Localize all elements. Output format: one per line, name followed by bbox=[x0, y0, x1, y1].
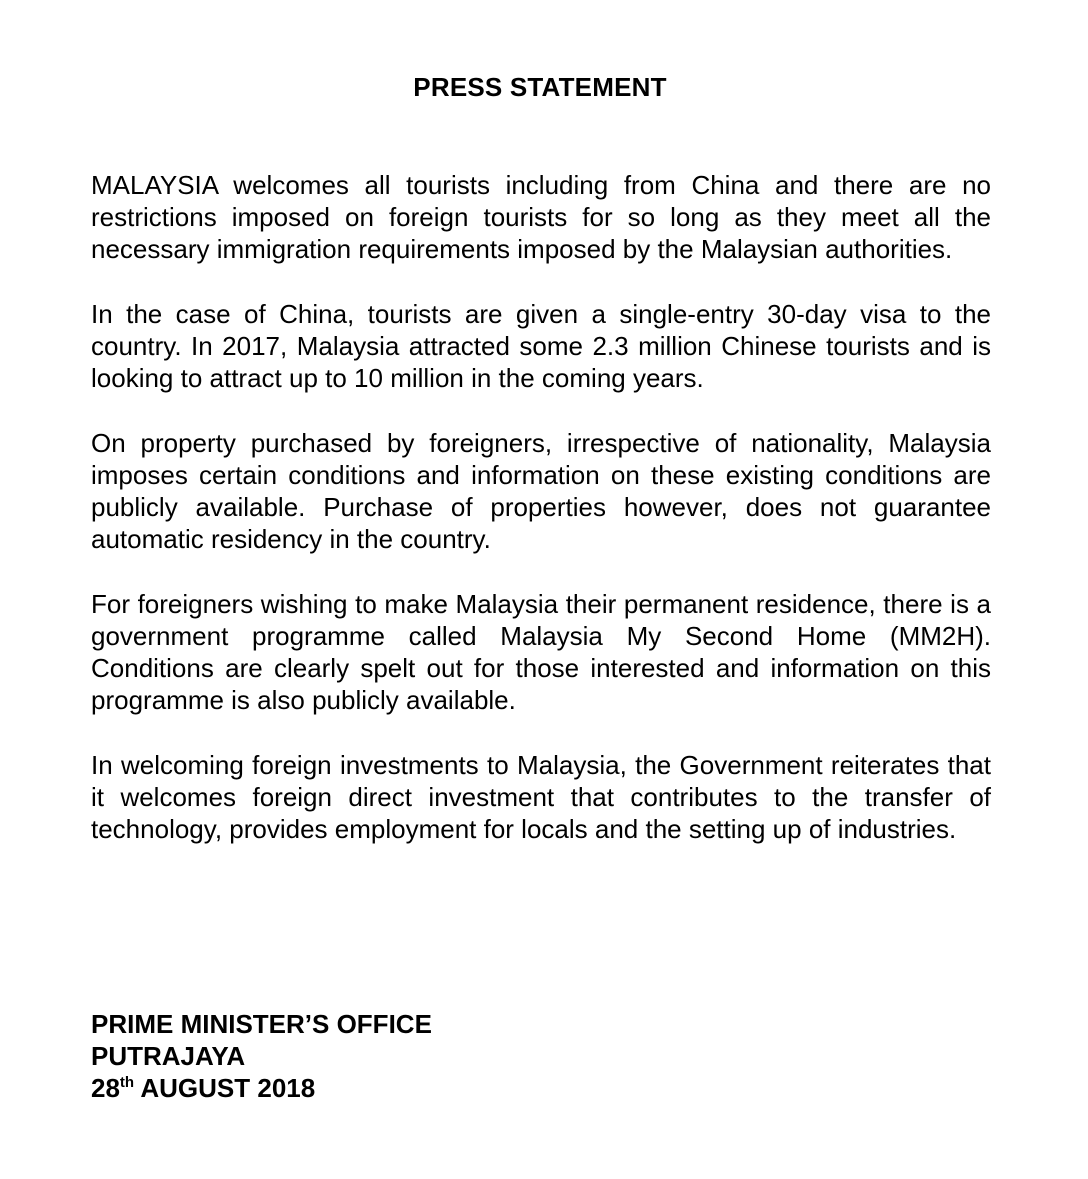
paragraph-tourism-welcome: MALAYSIA welcomes all tourists including from China and there are no restrictions imposed on foreign tourists for so long as they meet all the necessary immigration requirements imposed by the Malaysian authorities. bbox=[91, 170, 991, 264]
paragraph-china-visa: In the case of China, tourists are given a single-entry 30-day visa to the country. In 2017, Malaysia attracted some 2.3 million Chinese tourists and is looking to attract up to 10 million in the coming years. bbox=[91, 299, 991, 393]
date-suffix: th bbox=[119, 1074, 135, 1091]
signoff-location: PUTRAJAYA bbox=[91, 1041, 246, 1071]
page-title: PRESS STATEMENT bbox=[413, 72, 667, 102]
paragraph-foreign-investment: In welcoming foreign investments to Malaysia, the Government reiterates that it welcomes foreign direct investment that contributes to the transfer of technology, provides employment for locals and the setting up of industries. bbox=[91, 750, 991, 844]
signoff-office: PRIME MINISTER’S OFFICE bbox=[91, 1009, 432, 1039]
date-month-year: AUGUST 2018 bbox=[134, 1073, 316, 1103]
signoff-date bbox=[91, 1072, 691, 1104]
statement-body bbox=[91, 169, 991, 878]
paragraph-property-purchase: On property purchased by foreigners, irrespective of nationality, Malaysia imposes certain conditions and information on these existing conditions are publicly available. Purchase of properties however, does not guarantee automatic residency in the country. bbox=[91, 428, 991, 554]
date-day: 28 bbox=[91, 1073, 120, 1103]
paragraph-mm2h-programme: For foreigners wishing to make Malaysia their permanent residence, there is a government programme called Malaysia My Second Home (MM2H). Conditions are clearly spelt out for those interested and information on this programme is also publicly available. bbox=[91, 589, 991, 715]
signoff-block bbox=[91, 1008, 691, 1104]
